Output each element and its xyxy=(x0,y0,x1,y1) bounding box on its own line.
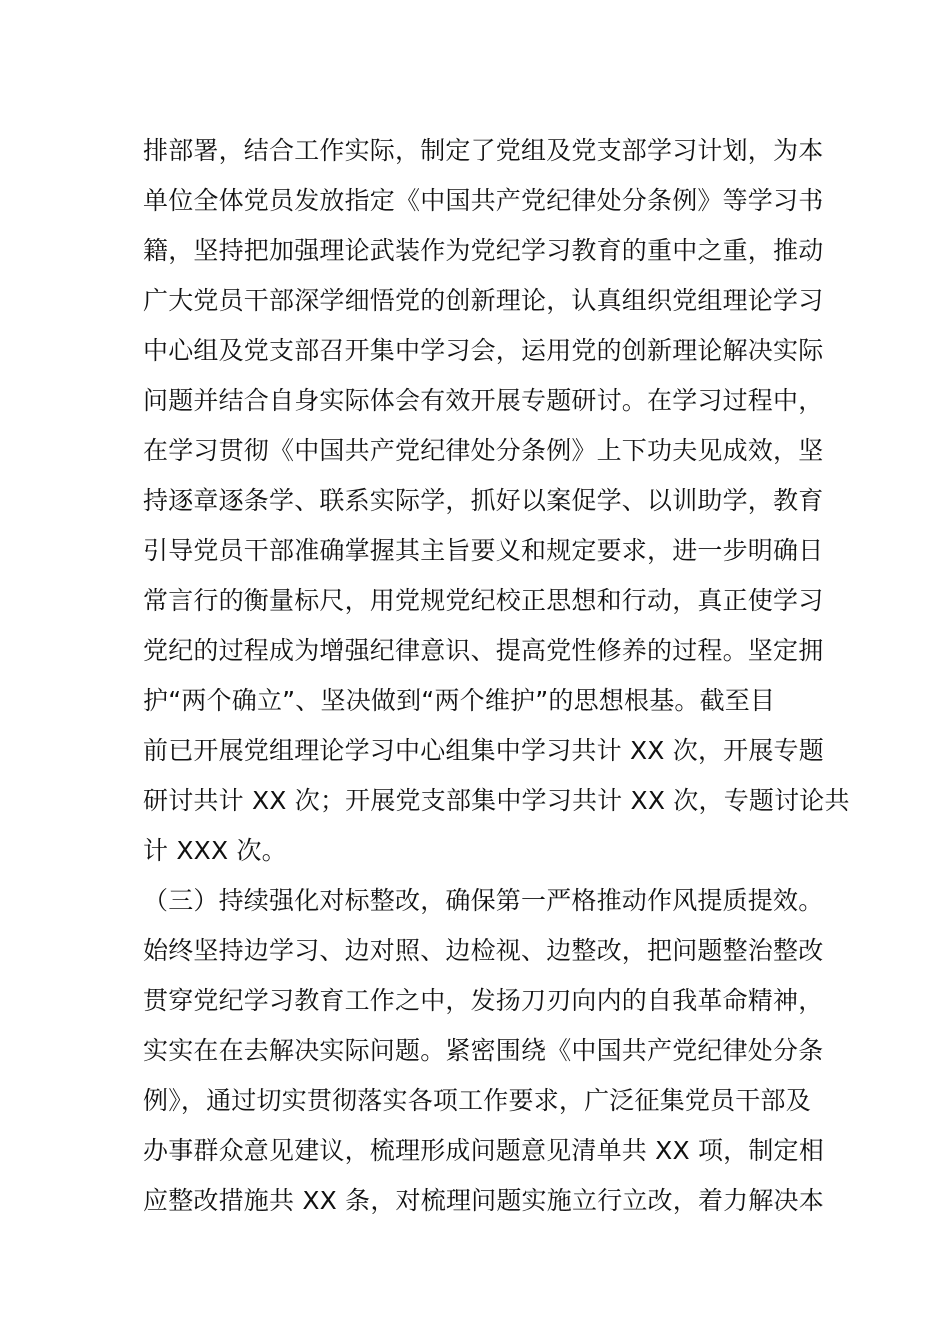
text-line: 计 XXX 次。 xyxy=(143,836,287,865)
text-line: 常言行的衡量标尺，用党规党纪校正思想和行动，真正使学习 xyxy=(143,586,824,615)
text-line: 中心组及党支部召开集中学习会，运用党的创新理论解决实际 xyxy=(143,336,824,365)
text-line: 单位全体党员发放指定《中国共产党纪律处分条例》等学习书 xyxy=(143,186,824,215)
text-line: 前已开展党组理论学习中心组集中学习共计 XX 次，开展专题 xyxy=(143,736,824,765)
body-text xyxy=(143,126,850,1226)
text-line: 贯穿党纪学习教育工作之中，发扬刀刃向内的自我革命精神， xyxy=(143,986,824,1015)
text-line: 实实在在去解决实际问题。紧密围绕《中国共产党纪律处分条 xyxy=(143,1036,824,1065)
text-line: 排部署，结合工作实际，制定了党组及党支部学习计划，为本 xyxy=(143,136,824,165)
text-line: 党纪的过程成为增强纪律意识、提高党性修养的过程。坚定拥 xyxy=(143,636,824,665)
text-line: 在学习贯彻《中国共产党纪律处分条例》上下功夫见成效，坚 xyxy=(143,436,824,465)
text-line: 护“两个确立”、坚决做到“两个维护”的思想根基。截至目 xyxy=(143,686,776,715)
text-line: 引导党员干部准确掌握其主旨要义和规定要求，进一步明确日 xyxy=(143,536,824,565)
text-line: 始终坚持边学习、边对照、边检视、边整改，把问题整治整改 xyxy=(143,936,824,965)
text-line: 广大党员干部深学细悟党的创新理论，认真组织党组理论学习 xyxy=(143,286,824,315)
text-line: 办事群众意见建议，梳理形成问题意见清单共 XX 项，制定相 xyxy=(143,1136,824,1165)
text-line: 问题并结合自身实际体会有效开展专题研讨。在学习过程中， xyxy=(143,386,824,415)
text-line: 籍，坚持把加强理论武装作为党纪学习教育的重中之重，推动 xyxy=(143,236,824,265)
text-line: 例》，通过切实贯彻落实各项工作要求，广泛征集党员干部及 xyxy=(143,1086,811,1115)
section-heading-line: （三）持续强化对标整改，确保第一严格推动作风提质提效。 xyxy=(143,886,824,915)
text-line: 应整改措施共 XX 条，对梳理问题实施立行立改，着力解决本 xyxy=(143,1186,824,1215)
text-line: 研讨共计 XX 次；开展党支部集中学习共计 XX 次，专题讨论共 xyxy=(143,786,850,815)
text-line: 持逐章逐条学、联系实际学，抓好以案促学、以训助学，教育 xyxy=(143,486,824,515)
